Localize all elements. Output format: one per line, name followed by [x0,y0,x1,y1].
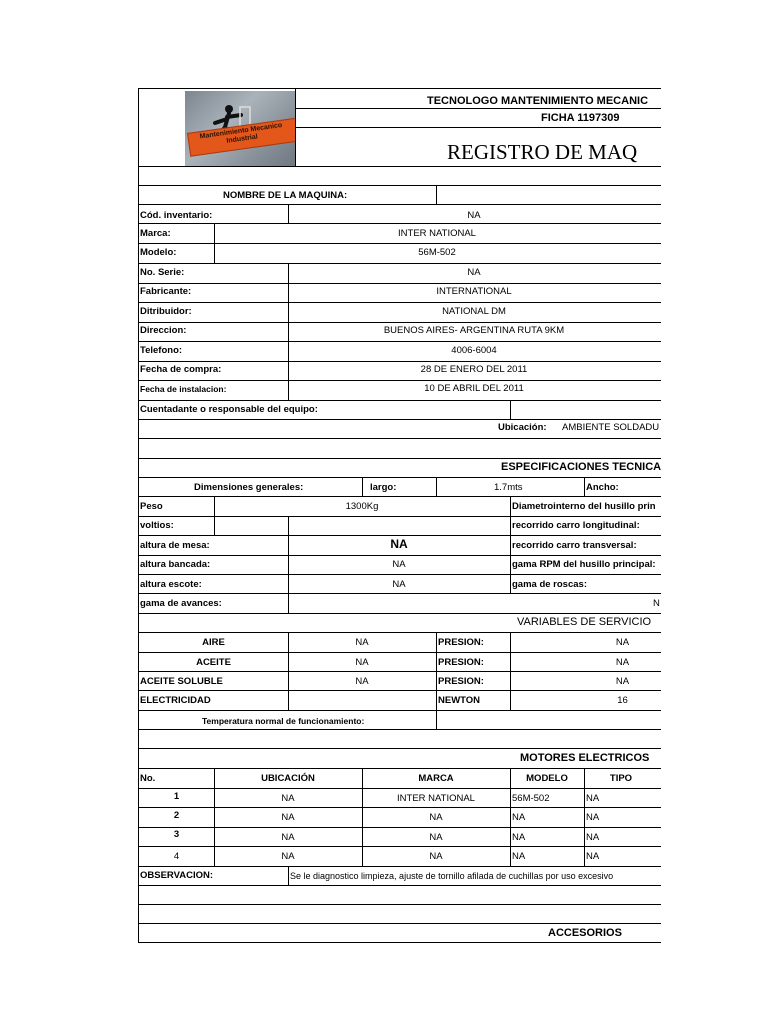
spec-value: NA [392,579,406,590]
servicio-value: NA [355,676,369,687]
newton-value: 16 [617,695,628,706]
field-value: BUENOS AIRES- ARGENTINA RUTA 9KM [383,325,565,336]
field-label: Ditribuidor: [140,306,192,317]
cuentadante-label: Cuentadante o responsable del equipo: [140,404,318,415]
observacion-value: Se le diagnostico limpieza, ajuste de tornillo afilada de cuchillas por uso excesivo [290,871,614,881]
spec-right-label: gama RPM del husillo principal: [512,559,656,570]
motor-marca: INTER NATIONAL [397,793,475,804]
field-label: Direccion: [140,325,187,336]
motor-marca: NA [429,851,443,862]
nombre-maquina-label: NOMBRE DE LA MAQUINA: [223,190,348,201]
presion-value: NA [615,637,630,648]
field-value: 4006-6004 [451,345,497,356]
field-label: Marca: [140,228,171,239]
presion-value: NA [615,657,630,668]
presion-label: PRESION: [438,637,484,648]
servicio-label: ELECTRICIDAD [140,695,211,706]
motor-ubicacion: NA [281,812,295,823]
motor-no: 4 [173,851,180,862]
header-program: TECNOLOGO MANTENIMIENTO MECANIC [427,95,649,107]
field-label: Cód. inventario: [140,210,213,221]
motores-col-header: TIPO [609,773,633,784]
servicio-label: AIRE [202,637,225,648]
motor-tipo: NA [586,851,600,862]
spec-right-label: gama de roscas: [512,579,587,590]
spec-label: Peso [140,501,163,512]
page-title: REGISTRO DE MAQ [447,140,638,164]
largo-value: 1.7mts [494,482,523,493]
field-value: NA [467,267,481,278]
spec-value: NA [392,559,406,570]
header-ficha: FICHA 1197309 [541,112,620,124]
motores-col-header: MODELO [526,773,568,784]
spec-label: altura escote: [140,579,202,590]
field-value: INTER NATIONAL [398,228,476,239]
spec-label: voltios: [140,520,174,531]
field-value: NA [467,210,481,221]
field-label: Fecha de compra: [140,364,222,375]
presion-label: PRESION: [438,676,484,687]
motor-tipo: NA [586,812,600,823]
spec-value: NA [390,537,408,551]
observacion-label: OBSERVACION: [140,870,214,881]
motor-ubicacion: NA [281,832,295,843]
spec-right-label: recorrido carro longitudinal: [512,520,640,531]
motor-modelo: NA [512,832,526,843]
field-value: NATIONAL DM [442,306,506,317]
logo-text: Mantenimiento Mecanico Industrial [199,121,283,145]
servicio-value: NA [355,657,369,668]
motor-modelo: NA [512,851,526,862]
motores-col-header: MARCA [418,773,454,784]
field-label: No. Serie: [140,267,185,278]
ubicacion-label: Ubicación: [498,422,547,433]
motor-modelo: 56M-502 [512,793,550,804]
motor-marca: NA [429,812,443,823]
logo [185,91,295,167]
avances-label: gama de avances: [140,598,222,609]
avances-value: N [653,598,660,609]
largo-label: largo: [370,482,397,493]
servicio-value: NA [355,637,369,648]
servicio-heading: VARIABLES DE SERVICIO [517,616,652,628]
motor-ubicacion: NA [281,793,295,804]
servicio-label: ACEITE [196,657,231,668]
field-value: 28 DE ENERO DEL 2011 [420,364,528,375]
spec-label: altura bancada: [140,559,211,570]
ubicacion-value: AMBIENTE SOLDADU [562,422,660,433]
machine-record-sheet [138,88,661,943]
servicio-label: ACEITE SOLUBLE [140,676,223,687]
motor-tipo: NA [586,832,600,843]
temperatura-label: Temperatura normal de funcionamiento: [202,716,365,726]
accesorios-heading: ACCESORIOS [548,927,622,939]
field-value: INTERNATIONAL [436,286,512,297]
motores-col-header: No. [140,773,156,784]
ancho-label: Ancho: [586,482,619,493]
spec-value: 1300Kg [345,501,379,512]
motor-modelo: NA [512,812,526,823]
motor-marca: NA [429,832,443,843]
spec-label: altura de mesa: [140,540,210,551]
motor-tipo: NA [586,793,600,804]
field-label: Fecha de instalacion: [140,384,227,394]
newton-label: NEWTON [438,695,481,706]
field-label: Telefono: [140,345,183,356]
motores-heading: MOTORES ELECTRICOS [520,752,650,764]
specs-heading: ESPECIFICACIONES TECNICA [501,461,661,473]
dimensiones-label: Dimensiones generales: [194,482,304,493]
field-value: 10 DE ABRIL DEL 2011 [424,383,524,394]
spec-right-label: recorrido carro transversal: [512,540,637,551]
motor-ubicacion: NA [281,851,295,862]
spec-right-label: Diametrointerno del husillo prin [512,501,656,512]
presion-value: NA [615,676,630,687]
field-label: Fabricante: [140,286,192,297]
presion-label: PRESION: [438,657,484,668]
motor-no: 1 [173,791,180,802]
field-label: Modelo: [140,247,177,258]
motor-no: 2 [173,810,180,821]
motores-col-header: UBICACIÓN [261,773,315,784]
field-value: 56M-502 [418,247,456,258]
motor-no: 3 [173,829,180,840]
